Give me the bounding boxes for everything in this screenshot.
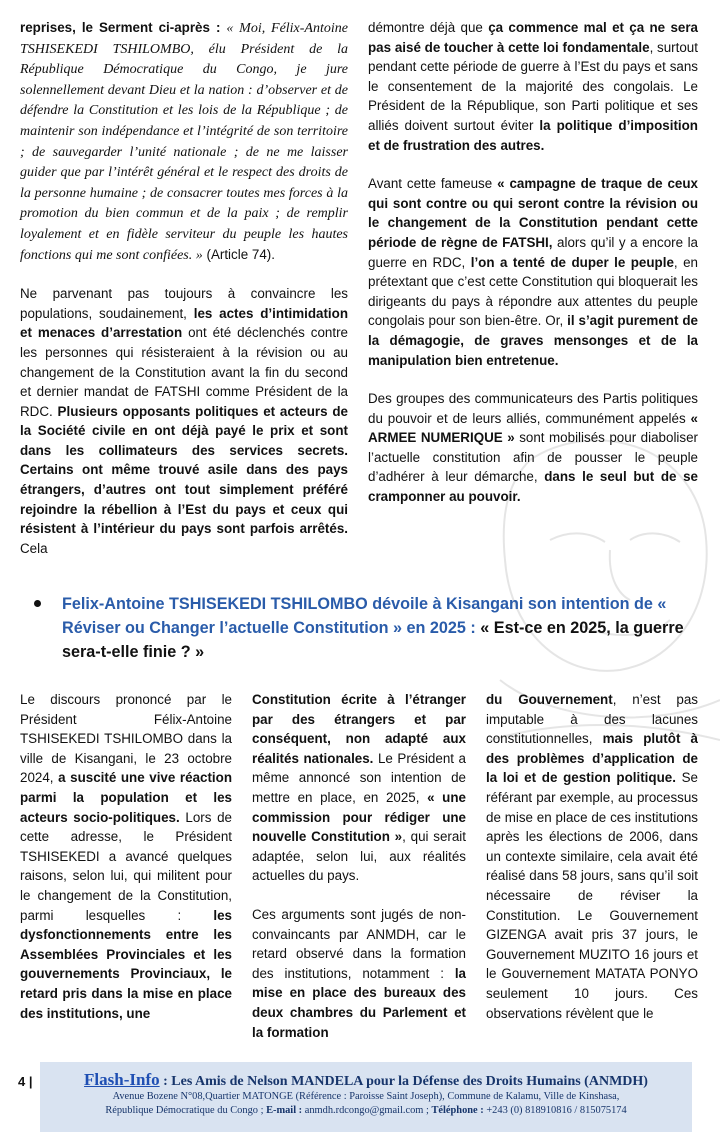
section-headline bbox=[26, 592, 701, 664]
paragraph-campaign: Avant cette fameuse « campagne de traque de ceux qui sont contre ou qui seront contre la révision ou le changement de la Constitution pendant cette période de règne de FATSHI, alors qu’il y a encore la guerre en RDC, l’on a tenté de duper le peuple, en prétextant que c’est cette Constitution qui bloquerait les dirigeants du pays à répondre aux attentes du peuple congolais pour son bien-être. Or, il s’agit purement de la démagogie, de graves mensonges et de la manipulation bien entretenue. bbox=[368, 176, 698, 368]
footer-banner bbox=[40, 1062, 692, 1132]
phone-number: +243 (0) 818910816 / 815075174 bbox=[483, 1105, 627, 1116]
paragraph-arguments: Ces arguments sont jugés de non-convaincants par ANMDH, car le retard observé dans la formation des institutions, notamment : la mise en place des bureaux des deux chambres du Parlement et la formation bbox=[252, 906, 466, 1040]
paragraph-intimidation: Ne parvenant pas toujours à convaincre les populations, soudainement, les actes d’intimidation et menaces d’arrestation ont été déclenchés contre les personnes qui résisteraient à la révision ou au changement de la Constitution avant la fin du second et dernier mandat de FATSHI comme Président de la RDC. Plusieurs opposants politiques et acteurs de la Société civile en ont déjà payé le prix et sont dans les collimateurs des services secrets. Certains ont même trouvé asile dans des pays étrangers, d’autres ont tout simplement préféré rejoindre la rébellion à l’Est du pays et ceux qui résistent à l’intérieur du pays sont parfois arrêtés. Cela bbox=[20, 286, 349, 556]
paragraph-oath bbox=[20, 18, 348, 265]
oath-lead: reprises, le Serment ci-après : bbox=[20, 20, 221, 35]
paragraph-communicators: Des groupes des communicateurs des Partis politiques du pouvoir et de leurs alliés, communément appelés « ARMEE NUMERIQUE » sont mobilisés pour diaboliser l’actuelle constitution afin de pousser le peuple d’adhérer à leur démarche, dans le seul but de se cramponner au pouvoir. bbox=[368, 391, 698, 505]
brand-link[interactable]: Flash-Info bbox=[84, 1070, 160, 1089]
column-bottom-right bbox=[486, 690, 698, 1042]
column-left-top bbox=[20, 18, 348, 577]
column-bottom-left bbox=[20, 690, 232, 1042]
oath-reference: (Article 74). bbox=[202, 246, 275, 262]
oath-text: « Moi, Félix-Antoine TSHISEKEDI TSHILOMBO, élu Président de la République Démocratique du Congo, je jure solennellement devant Dieu et la nation : d’observer et de défendre la Constitution et les lois de la République ; de maintenir son indépendance et l’intégrité de son territoire ; de sauvegarder l’unité nationale ; de ne me laisser guider que par l’intérêt général et le respect des droits de la personne humaine ; de consacrer toutes mes forces à la promotion du bien commun et de la paix ; de remplir loyalement et en fidèle serviteur du peuple les hautes fonctions qui me sont confiées. » bbox=[20, 21, 348, 263]
paragraph-government: du Gouvernement, n’est pas imputable à des lacunes constitutionnelles, mais plutôt à des problèmes d’application de la loi et de gestion politique. Se référant par exemple, au processus de mise en place de ces institutions après les élections de 2006, dans un contexte similaire, cela avait été réalisé dans 58 jours, sans qu’il soit nécessaire de réviser la Constitution. Le Gouvernement GIZENGA avait pris 37 jours, le Gouvernement MUZITO 16 jours et le Gouvernement MATATA PONYO seulement 10 jours. Ces observations révèlent que le bbox=[486, 692, 698, 1021]
paragraph-speech: Le discours prononcé par le Président Félix-Antoine TSHISEKEDI TSHILOMBO dans la ville de Kisangani, le 23 octobre 2024, a suscité une vive réaction parmi la population et les acteurs socio-politiques. Lors de cette adresse, le Président TSHISEKEDI a avancé quelques raisons, selon lui, qui militent pour le changement de la Constitution, parmi lesquelles : les dysfonctionnements entre les Assemblées Provinciales et les gouvernements Provinciaux, le retard pris dans la mise en place des institutions, une bbox=[20, 692, 233, 1021]
page-number: 4 | bbox=[18, 1074, 33, 1089]
footer-title: Flash-Info : Les Amis de Nelson MANDELA pour la Défense des Droits Humains (ANMDH) bbox=[84, 1070, 648, 1089]
bullet-icon bbox=[34, 600, 41, 607]
email-link[interactable]: anmdh.rdcongo@gmail.com ; bbox=[302, 1105, 432, 1116]
headline-text: Felix-Antoine TSHISEKEDI TSHILOMBO dévoile à Kisangani son intention de « Réviser ou Changer l’actuelle Constitution » en 2025 : « Est-ce en 2025, la guerre sera-t-elle finie ? » bbox=[62, 595, 684, 661]
paragraph-bad-start: démontre déjà que ça commence mal et ça ne sera pas aisé de toucher à cette loi fondamentale, surtout pendant cette période de guerre à l’Est du pays et sans le consentement de la majorité des congolais. Le Président de la République, son Parti politique et ses alliés doivent surtout éviter la politique d’imposition et de frustration des autres. bbox=[368, 20, 699, 153]
column-bottom-middle bbox=[252, 690, 466, 1061]
paragraph-commission: Constitution écrite à l’étranger par des étrangers et par conséquent, non adapté aux réalités nationales. Le Président a même annoncé son intention de mettre en place, en 2025, « une commission pour rédiger une nouvelle Constitution », qui serait adaptée, selon lui, aux réalités actuelles du pays. bbox=[252, 692, 467, 884]
footer-contact: République Démocratique du Congo ; E-mail : anmdh.rdcongo@gmail.com ; Téléphone : +243 (0) 818910816 / 815075174 bbox=[105, 1105, 627, 1116]
column-right-top bbox=[368, 18, 698, 526]
footer-address: Avenue Bozene N°08,Quartier MATONGE (Référence : Paroisse Saint Joseph), Commune de Kalamu, Ville de Kinshasa, bbox=[112, 1091, 620, 1102]
